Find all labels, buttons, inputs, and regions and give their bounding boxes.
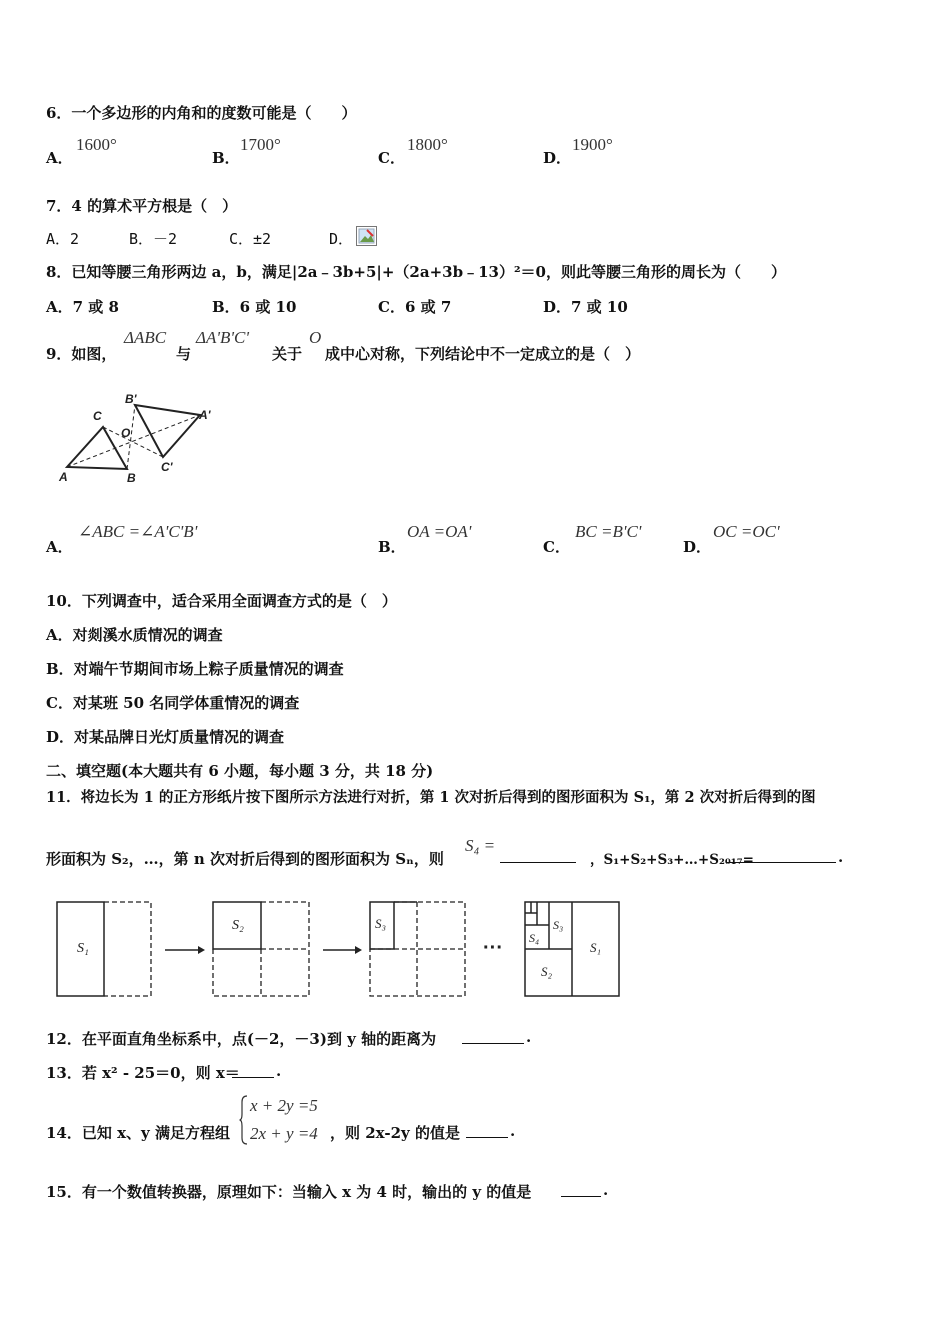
q10-option-d: D．对某品牌日光灯质量情况的调查	[46, 728, 285, 746]
fold-label-s3: S₃	[375, 916, 387, 931]
q9-option-c-label: C．	[543, 538, 570, 556]
q6-option-a-value: 1600°	[76, 135, 117, 154]
q9-option-a-label: A．	[46, 538, 73, 556]
q14-suffix: ，则 2x-2y 的值是	[330, 1124, 460, 1142]
q8-option-c: C．6 或 7	[378, 298, 452, 316]
q12-end: .	[526, 1028, 532, 1046]
q9-option-c-value: BC =B'C'	[575, 522, 642, 541]
fold-label-s2: S₂	[232, 918, 244, 933]
q9-triangle-a1b1c1: ΔA'B'C'	[196, 328, 249, 347]
q9-symmetry-figure	[55, 385, 215, 485]
q8-option-b: B．6 或 10	[212, 298, 297, 316]
fold-step-2	[213, 902, 309, 996]
q9-with: 与	[176, 345, 192, 363]
q6-option-c-value: 1800°	[407, 135, 448, 154]
figure-label-c: C	[93, 409, 102, 423]
figure-label-a: A	[59, 470, 68, 484]
figure-label-b: B	[127, 471, 136, 485]
q11-blank-2[interactable]	[726, 848, 836, 863]
q8-option-a: A．7 或 8	[46, 298, 119, 316]
fold-label-s2b: S₂	[541, 964, 553, 979]
q9-triangle-abc: ΔABC	[124, 328, 167, 347]
q6-option-c-label: C．	[378, 149, 405, 167]
fold-label-s1b: S₁	[590, 940, 602, 955]
q11-s4-expr: S₄ =	[465, 836, 496, 855]
q11-end: .	[838, 848, 844, 866]
q11-folding-figure	[55, 900, 625, 1000]
figure-label-b-prime: B'	[125, 392, 137, 406]
q8-stem: 8．已知等腰三角形两边 a，b，满足|2a﹣3b+5|+（2a+3b﹣13）²＝0，则此等腰三角形的周长为（ ）	[46, 263, 786, 281]
q10-option-b: B．对端午节期间市场上粽子质量情况的调查	[46, 660, 344, 678]
q13-text: 13．若 x² - 25＝0，则 x＝	[46, 1064, 240, 1082]
q11-line-2b: ，S₁+S₂+S₃+…+S₂₀₁₇=	[590, 852, 754, 868]
fold-label-s3b: S₃	[553, 918, 564, 932]
q12-blank[interactable]	[462, 1029, 524, 1044]
q7-stem: 7．4 的算术平方根是（ ）	[46, 197, 238, 215]
triangle-abc	[67, 427, 127, 469]
arrow-1-icon	[165, 946, 205, 954]
q9-option-d-label: D．	[683, 538, 712, 556]
q15-text: 15．有一个数值转换器，原理如下：当输入 x 为 4 时，输出的 y 的值是	[46, 1183, 532, 1201]
q9-about: 关于	[272, 345, 303, 363]
q7-option-a: A．2	[46, 230, 80, 248]
q10-stem: 10．下列调查中，适合采用全面调查方式的是（ ）	[46, 592, 397, 610]
fold-step-final	[525, 902, 619, 996]
q9-center-o: O	[309, 328, 322, 347]
arrow-2-icon	[323, 946, 362, 954]
q12-text: 12．在平面直角坐标系中，点(－2，－3)到 y 轴的距离为	[46, 1030, 437, 1048]
fold-step-1	[57, 902, 151, 996]
broken-image-icon	[356, 226, 378, 246]
q9-option-d-value: OC =OC'	[713, 522, 780, 541]
q9-option-b-label: B．	[378, 538, 406, 556]
q6-option-a-label: A．	[46, 149, 73, 167]
system-brace-icon	[239, 1094, 249, 1146]
q14-blank[interactable]	[466, 1123, 508, 1138]
q7-option-d: D．	[329, 230, 354, 248]
q10-option-c: C．对某班 50 名同学体重情况的调查	[46, 694, 300, 712]
q10-option-a: A．对剡溪水质情况的调查	[46, 626, 223, 644]
q15-end: .	[603, 1181, 609, 1199]
q9-option-a-value: ∠ABC =∠A'C'B'	[78, 522, 198, 541]
q11-line-2a: 形面积为 S₂，…，第 n 次对折后得到的图形面积为 Sₙ，则	[46, 850, 444, 868]
q13-end: .	[276, 1062, 282, 1080]
q7-option-b: B．－2	[129, 230, 178, 248]
q6-option-d-label: D．	[543, 149, 572, 167]
q11-line-1: 11．将边长为 1 的正方形纸片按下图所示方法进行对折，第 1 次对折后得到的图形面积为 S₁，第 2 次对折后得到的图	[46, 789, 816, 806]
q6-option-d-value: 1900°	[572, 135, 613, 154]
q14-equation-2: 2x + y =4	[250, 1124, 318, 1143]
q9-prefix: 9．如图，	[46, 345, 117, 363]
q6-option-b-value: 1700°	[240, 135, 281, 154]
figure-label-a-prime: A'	[199, 408, 211, 422]
figure-label-o: O	[121, 426, 131, 440]
q8-option-d: D．7 或 10	[543, 298, 628, 316]
q15-blank[interactable]	[561, 1182, 601, 1197]
fold-label-s4: S₄	[529, 931, 540, 945]
figure-label-c-prime: C'	[161, 460, 173, 474]
ellipsis-dots: ···	[483, 937, 503, 959]
fold-label-s1: S₁	[77, 941, 89, 956]
q14-end: .	[510, 1122, 516, 1140]
q6-stem: 6．一个多边形的内角和的度数可能是（ ）	[46, 104, 357, 122]
triangle-a1b1c1	[135, 405, 200, 457]
q14-equation-1: x + 2y =5	[250, 1096, 318, 1115]
q14-prefix: 14．已知 x、y 满足方程组	[46, 1124, 230, 1142]
section-2-heading: 二、填空题(本大题共有 6 小题，每小题 3 分，共 18 分)	[46, 762, 434, 780]
q9-option-b-value: OA =OA'	[407, 522, 472, 541]
q13-blank[interactable]	[232, 1063, 274, 1078]
q11-blank-1[interactable]	[500, 848, 576, 863]
q7-option-c: C．±2	[229, 230, 272, 248]
q9-suffix: 成中心对称，下列结论中不一定成立的是（ ）	[325, 345, 641, 363]
q6-option-b-label: B．	[212, 149, 240, 167]
